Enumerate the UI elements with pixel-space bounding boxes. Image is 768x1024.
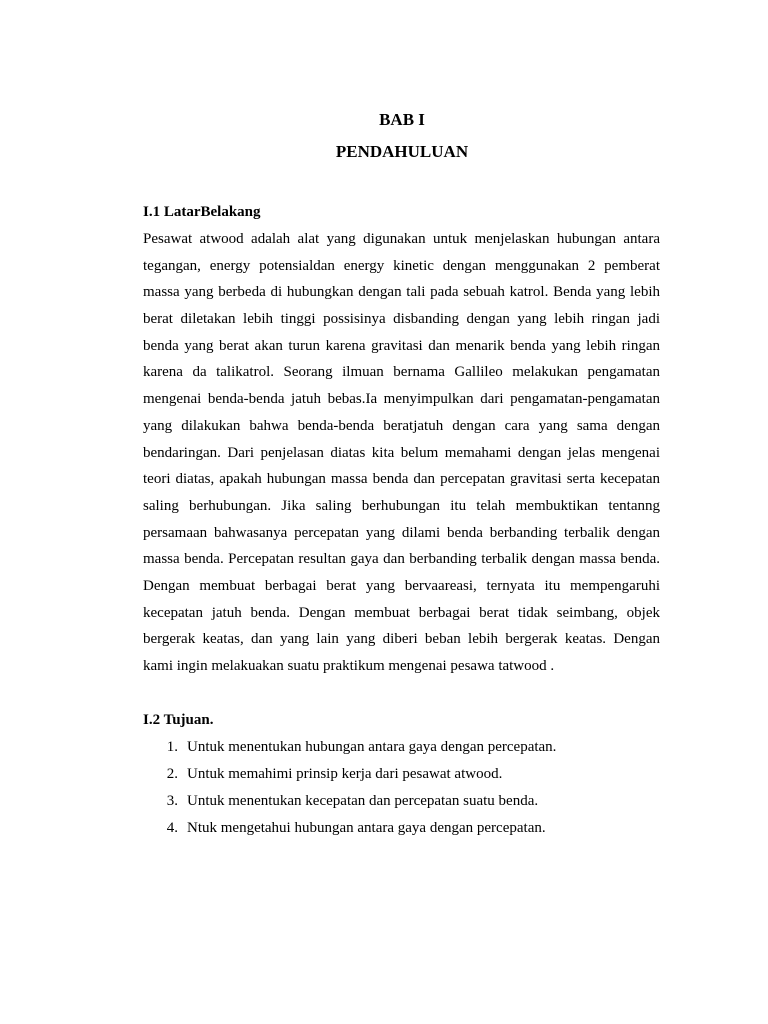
paragraph-line: bergerak keatas, dan yang lain yang diberi beban lebih bergerak keatas. Dengan <box>143 631 660 648</box>
list-item-number: 3. <box>166 793 178 809</box>
paragraph-line: teori diatas, apakah hubungan massa benda dan percepatan gravitasi serta kecepatan <box>143 471 660 488</box>
paragraph-line: Dengan membuat berbagai berat yang bervaareasi, ternyata itu mempengaruhi <box>143 577 660 594</box>
paragraph-line: benda yang berat akan turun karena gravitasi dan menarik benda yang lebih ringan <box>143 337 660 354</box>
paragraph-line: massa yang berbeda di hubungkan dengan tali pada sebuah katrol. Benda yang lebih <box>143 284 660 301</box>
paragraph-line: saling berhubungan. Jika saling berhubungan itu telah membuktikan tentanng <box>143 497 660 514</box>
paragraph-line: berat diletakan lebih tinggi possisinya disbanding dengan yang lebih ringan jadi <box>143 311 660 328</box>
list-item-text: Untuk menentukan hubungan antara gaya dengan percepatan. <box>187 739 557 755</box>
list-item-number: 1. <box>166 739 178 755</box>
list-item-text: Ntuk mengetahui hubungan antara gaya dengan percepatan. <box>187 820 546 836</box>
objectives-list <box>143 738 663 846</box>
paragraph-line: mengenai benda-benda jatuh bebas.Ia menyimpulkan dari pengamatan-pengamatan <box>143 391 660 408</box>
paragraph-line: kami ingin melakuakan suatu praktikum mengenai pesawa tatwood . <box>143 658 555 674</box>
list-item-text: Untuk memahimi prinsip kerja dari pesawat atwood. <box>187 766 503 782</box>
list-item <box>143 792 663 819</box>
paragraph-line: tegangan, energy potensialdan energy kinetic dengan menggunakan 2 pemberat <box>143 257 660 274</box>
list-item-number: 4. <box>166 820 178 836</box>
paragraph-line: massa benda. Percepatan resultan gaya dan berbanding terbalik dengan massa benda. <box>143 551 660 568</box>
paragraph-line: bendaringan. Dari penjelasan diatas kita belum memahami dengan jelas mengenai <box>143 444 660 461</box>
paragraph-line: Pesawat atwood adalah alat yang digunakan untuk menjelaskan hubungan antara <box>143 231 660 247</box>
background-paragraph <box>143 230 660 684</box>
list-item <box>143 819 663 846</box>
paragraph-line: kecepatan jatuh benda. Dengan membuat berbagai berat tidak seimbang, objek <box>143 604 660 621</box>
paragraph-line: karena da talikatrol. Seorang ilmuan bernama Gallileo melakukan pengamatan <box>143 364 660 381</box>
list-item-text: Untuk menentukan kecepatan dan percepatan suatu benda. <box>187 793 539 809</box>
section-heading-latar-belakang: I.1 LatarBelakang <box>143 204 261 220</box>
list-item <box>143 738 663 765</box>
list-item <box>143 765 663 792</box>
paragraph-line: persamaan bahwasanya percepatan yang dilami benda berbanding terbalik dengan <box>143 524 660 541</box>
paragraph-line: yang dilakukan bahwa benda-benda beratjatuh dengan cara yang sama dengan <box>143 417 660 434</box>
section-heading-tujuan: I.2 Tujuan. <box>143 712 214 728</box>
chapter-number: BAB I <box>379 110 425 129</box>
list-item-number: 2. <box>166 766 178 782</box>
chapter-title: PENDAHULUAN <box>335 142 469 161</box>
